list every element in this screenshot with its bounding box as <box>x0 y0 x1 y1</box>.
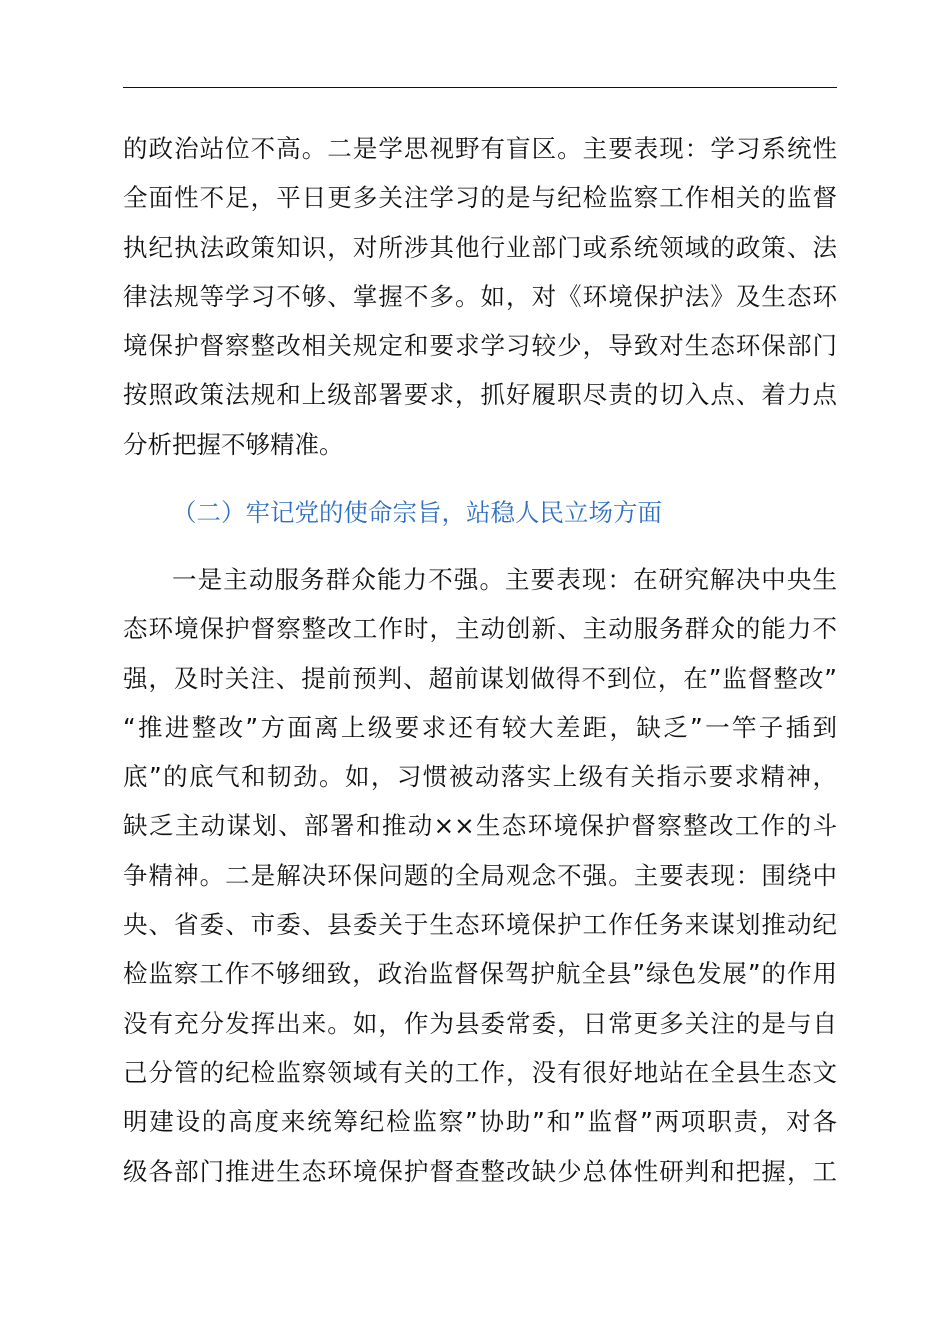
text-line: 争精神。二是解决环保问题的全局观念不强。主要表现：围绕中 <box>123 860 837 890</box>
text-line: 律法规等学习不够、掌握不多。如，对《环境保护法》及生态环 <box>123 281 837 311</box>
section-heading-block <box>123 488 837 537</box>
text-line: 底”的底气和韧劲。如，习惯被动落实上级有关指示要求精神， <box>123 762 837 792</box>
paragraph-1 <box>123 124 837 469</box>
text-line: 分析把握不够精准。 <box>123 429 344 459</box>
text-line: 己分管的纪检监察领域有关的工作，没有很好地站在全县生态文 <box>123 1057 837 1087</box>
text-line: 强，及时关注、提前预判、超前谋划做得不到位，在”监督整改” <box>123 663 837 693</box>
text-line: 缺乏主动谋划、部署和推动××生态环境保护督察整改工作的斗 <box>123 811 837 841</box>
text-line: 央、省委、市委、县委关于生态环境保护工作任务来谋划推动纪 <box>123 910 837 940</box>
text-line: 全面性不足，平日更多关注学习的是与纪检监察工作相关的监督 <box>123 183 837 213</box>
text-line: 没有充分发挥出来。如，作为县委常委，日常更多关注的是与自 <box>123 1008 837 1038</box>
section-heading: （二）牢记党的使命宗旨，站稳人民立场方面 <box>172 498 662 527</box>
text-line: 级各部门推进生态环境保护督查整改缺少总体性研判和把握，工 <box>123 1156 837 1186</box>
paragraph-2 <box>123 555 837 1196</box>
header-rule <box>123 87 837 88</box>
text-line: 的政治站位不高。二是学思视野有盲区。主要表现：学习系统性 <box>123 134 837 163</box>
text-line: “推进整改”方面离上级要求还有较大差距，缺乏”一竿子插到 <box>123 712 837 742</box>
text-line: 执纪执法政策知识，对所涉其他行业部门或系统领域的政策、法 <box>123 232 837 262</box>
text-line: 按照政策法规和上级部署要求，抓好履职尽责的切入点、着力点 <box>123 380 837 410</box>
text-line: 态环境保护督察整改工作时，主动创新、主动服务群众的能力不 <box>123 614 837 644</box>
text-line: 检监察工作不够细致，政治监督保驾护航全县”绿色发展”的作用 <box>123 959 837 989</box>
text-line: 境保护督察整改相关规定和要求学习较少，导致对生态环保部门 <box>123 331 837 361</box>
text-line: 明建设的高度来统筹纪检监察”协助”和”监督”两项职责，对各 <box>123 1107 837 1137</box>
text-line: 一是主动服务群众能力不强。主要表现：在研究解决中央生 <box>172 565 837 594</box>
